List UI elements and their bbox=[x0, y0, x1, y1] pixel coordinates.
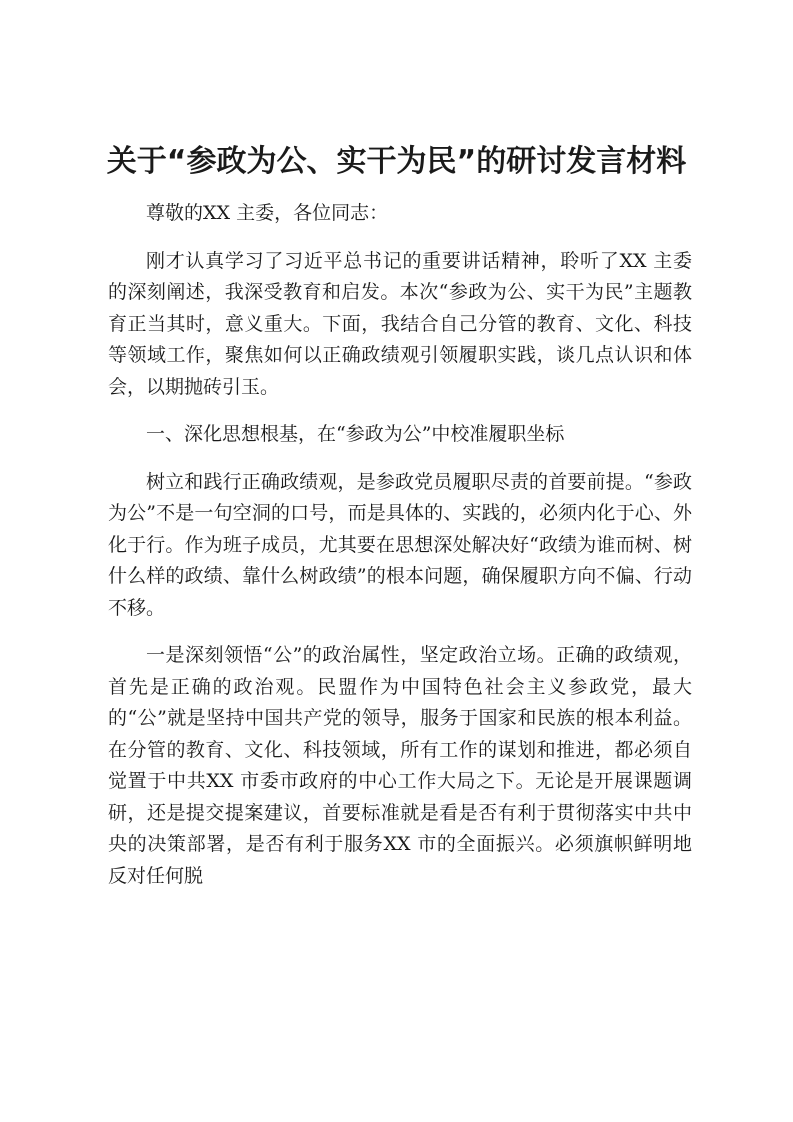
document-body bbox=[108, 198, 692, 908]
salutation: 尊敬的XX 主委，各位同志： bbox=[146, 202, 389, 224]
paragraph-section-1: 树立和践行正确政绩观，是参政党员履职尽责的首要前提。“参政为公”不是一句空洞的口号，而是具体的、实践的，必须内化于心、外化于行。作为班子成员，尤其要在思想深处解决好“政绩为谁而树、树什么样的政绩、靠什么树政绩”的根本问题，确保履职方向不偏、行动不移。 bbox=[108, 470, 692, 619]
document-title: 关于“参政为公、实干为民”的研讨发言材料 bbox=[106, 144, 687, 179]
section-heading-1: 一、深化思想根基，在“参政为公”中校准履职坐标 bbox=[146, 423, 565, 445]
paragraph-point-1: 一是深刻领悟“公”的政治属性，坚定政治立场。正确的政绩观，首先是正确的政治观。民盟作为中国特色社会主义参政党，最大的“公”就是坚持中国共产党的领导，服务于国家和民族的根本利益。在分管的教育、文化、科技领域，所有工作的谋划和推进，都必须自觉置于中共XX 市委市政府的中心工作大局之下。无论是开展课题调研，还是提交提案建议，首要标准就是看是否有利于贯彻落实中共中央的决策部署，是否有利于服务XX 市的全面振兴。必须旗帜鲜明地反对任何脱 bbox=[108, 644, 692, 887]
paragraph-intro: 刚才认真学习了习近平总书记的重要讲话精神，聆听了XX 主委的深刻阐述，我深受教育和启发。本次“参政为公、实干为民”主题教育正当其时，意义重大。下面，我结合自己分管的教育、文化、科技等领域工作，聚焦如何以正确政绩观引领履职实践，谈几点认识和体会，以期抛砖引玉。 bbox=[108, 249, 692, 398]
